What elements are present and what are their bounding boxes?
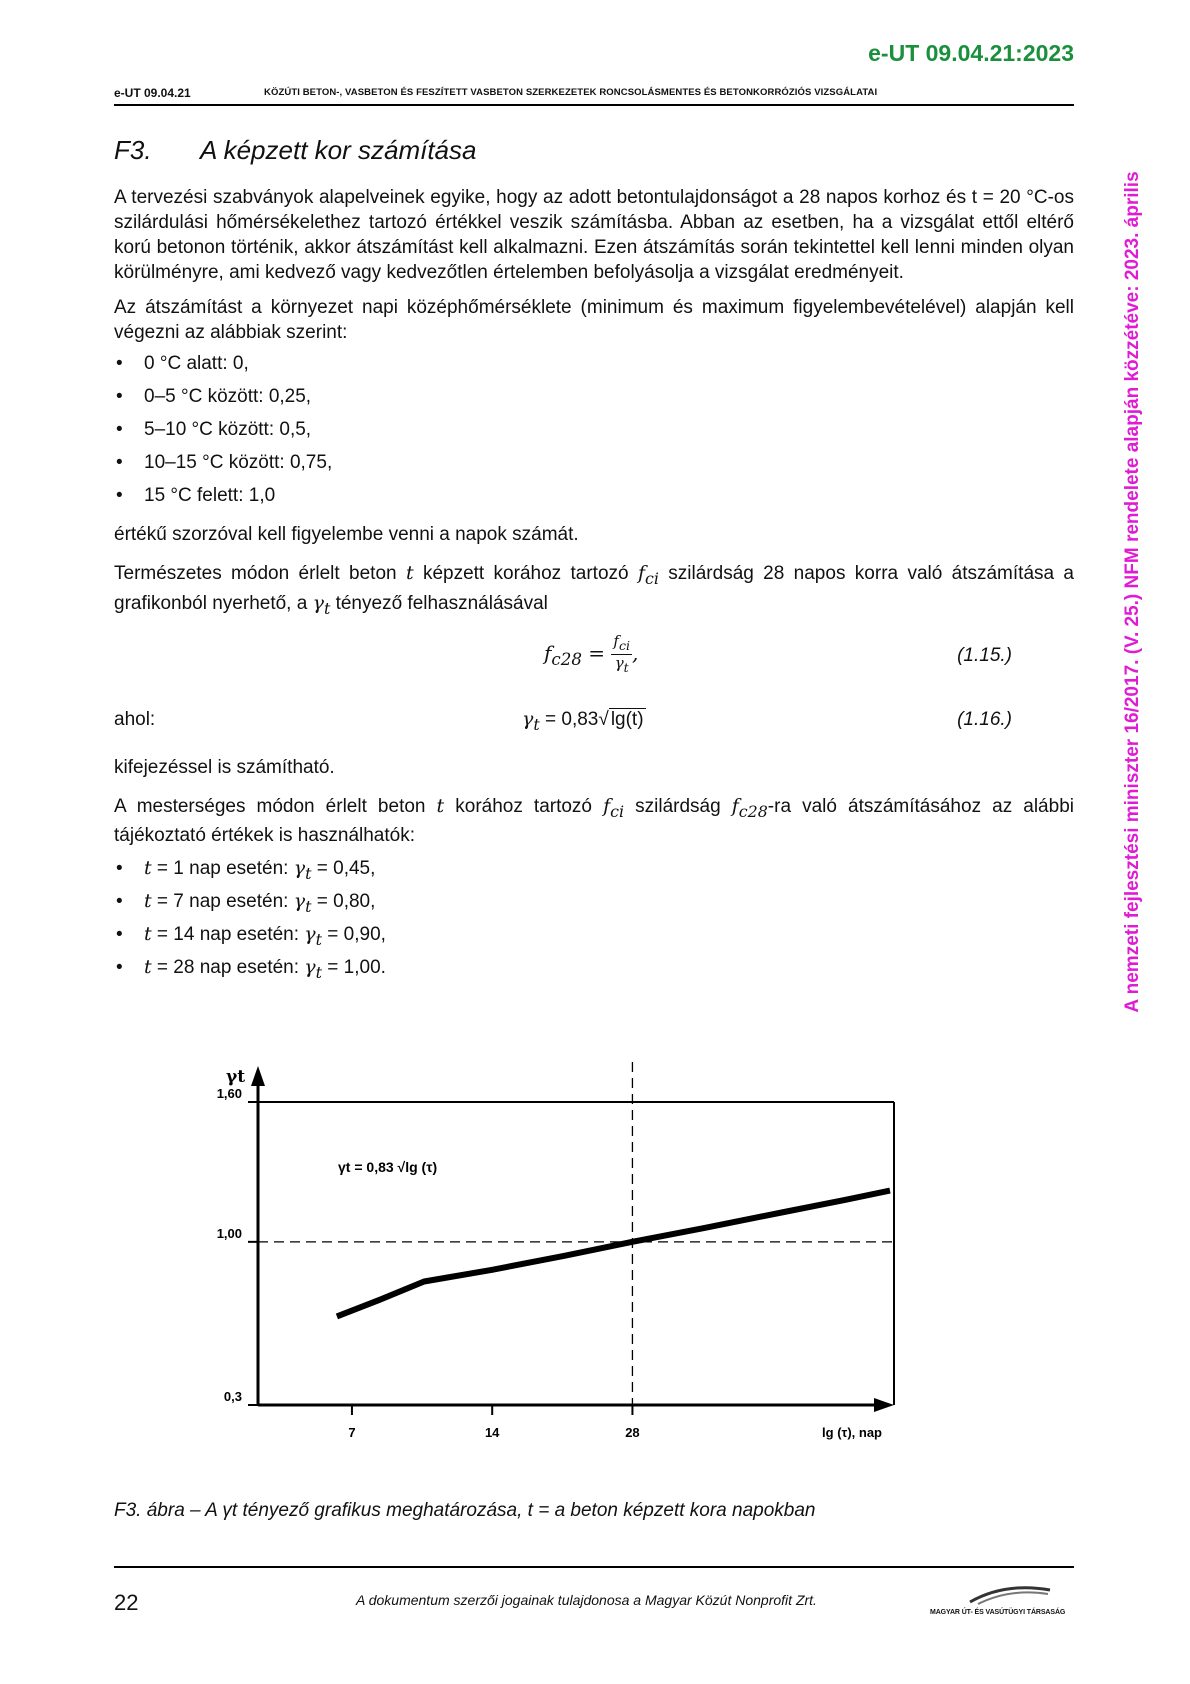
formula-annotation: γt = 0,83 √lg (τ) xyxy=(338,1158,438,1175)
y-axis-label: γt xyxy=(226,1067,246,1087)
x-axis-arrow-icon xyxy=(874,1398,894,1412)
gamma-item-val: = 1,00. xyxy=(322,957,386,979)
gamma-item-gs: t xyxy=(305,897,312,917)
equation-gamma xyxy=(522,707,646,737)
running-header-left: e-UT 09.04.21 xyxy=(114,86,191,100)
gamma-item-t: t xyxy=(144,956,152,979)
gamma-list-item xyxy=(114,852,1074,885)
temperature-list-item: • 10–15 °C között: 0,75, xyxy=(114,446,1074,479)
gamma-item-val: = 0,80, xyxy=(311,891,376,913)
eq-fraction xyxy=(611,633,632,676)
running-header xyxy=(114,86,1074,106)
y-tick-label: 1,00 xyxy=(216,1225,242,1241)
side-publication-note: A nemzeti fejlesztési miniszter 16/2017. (V. 25.) NFM rendelete alapján közzétéve: 2023. április xyxy=(1122,171,1143,1013)
math-f: f xyxy=(731,794,739,817)
gamma-list-item xyxy=(114,885,1074,918)
eq-den-sub: t xyxy=(623,659,629,675)
gamma-chart-svg xyxy=(210,1060,990,1480)
gamma-chart xyxy=(210,1060,990,1480)
gamma-item-t: t xyxy=(144,890,152,913)
sqrt-sign: √ xyxy=(598,708,609,730)
main-content xyxy=(114,135,1075,994)
logo-text: MAGYAR ÚT- ÉS VASÚTÜGYI TÁRSASÁG xyxy=(930,1609,1066,1616)
gamma-item-gs: t xyxy=(315,930,323,950)
series-line-0 xyxy=(337,1191,890,1317)
gamma-item-g: γ xyxy=(293,890,306,913)
eq-radicand: lg(t) xyxy=(610,708,644,730)
eq-equals: = xyxy=(581,640,612,665)
equation-number-1-16: (1.16.) xyxy=(957,708,1012,730)
eq-num: f xyxy=(613,631,619,650)
math-sub: t xyxy=(323,598,331,618)
eq-tail: , xyxy=(631,640,639,665)
paragraph-intro: A tervezési szabványok alapelveinek egyike, hogy az adott betontulajdonságot a 28 napos korhoz és t = 20 °C-os szilárdulási hőmérsékelethez tartozó értékkel veszik számításba. Abban az esetben, ha a vizsgálat ettől eltérő korú betonon történik, akkor átszámítást kell alkalmazni. Ezen átszámítás során tekintettel kell lenni minden olyan körülményre, ami kedvező vagy kedvezőtlen értelemben befolyásolja a vizsgálat eredményeit. xyxy=(114,187,1074,283)
eq-lhs: f xyxy=(544,640,552,665)
page-number: 22 xyxy=(114,1590,139,1615)
math-sub: c28 xyxy=(738,801,768,821)
math-t: t xyxy=(405,562,414,584)
paragraph-multiplier: értékű szorzóval kell figyelembe venni a napok számát. xyxy=(114,524,579,545)
gamma-list-item xyxy=(114,951,1074,984)
x-tick-label: 14 xyxy=(484,1425,500,1440)
text-run: A mesterséges módon érlelt beton xyxy=(114,795,437,817)
figure-caption: F3. ábra – A γt tényező grafikus meghatározása, t = a beton képzett kora napokban xyxy=(114,1500,816,1521)
society-logo xyxy=(930,1582,1080,1616)
text-run: Természetes módon érlelt beton xyxy=(114,563,406,584)
running-header-right: KÖZÚTI BETON-, VASBETON ÉS FESZÍTETT VASBETON SZERKEZETEK RONCSOLÁSMENTES ÉS BETONKORRÓZIÓS VIZSGÁLATAI xyxy=(264,87,878,98)
section-title: A képzett kor számítása xyxy=(200,135,477,165)
math-sub: ci xyxy=(645,568,659,588)
temperature-list-item: • 15 °C felett: 1,0 xyxy=(114,479,1074,512)
eq-rhs: = 0,83 xyxy=(539,708,599,730)
text-run: -ra való átszámításához az alábbi tájékoztató értékek is használhatók: xyxy=(114,795,1074,847)
temperature-list-item: • 0 °C alatt: 0, xyxy=(114,347,1074,380)
paragraph-expression: kifejezéssel is számítható. xyxy=(114,756,335,778)
gamma-item-gs: t xyxy=(315,963,323,983)
gamma-item-text: = 1 nap esetén: xyxy=(151,858,294,880)
math-t: t xyxy=(436,794,445,817)
x-axis-label: lg (τ), nap xyxy=(822,1425,882,1440)
eq-gamma-sub: t xyxy=(533,714,540,734)
footer-divider xyxy=(114,1566,1074,1568)
label-ahol: ahol: xyxy=(114,708,156,730)
eq-num-sub: ci xyxy=(618,637,630,653)
temperature-list-item: • 5–10 °C között: 0,5, xyxy=(114,413,1074,446)
equation-fc28 xyxy=(544,633,638,676)
eq-lhs-sub: c28 xyxy=(551,649,582,669)
math-gamma: γ xyxy=(312,591,324,614)
paragraph-conversion: Az átszámítást a környezet napi középhőmérséklete (minimum és maximum figyelembevételével) alapján kell végezni az alábbiak szerint: xyxy=(114,297,1074,343)
eq-gamma: γ xyxy=(522,707,534,730)
copyright-note: A dokumentum szerzői jogainak tulajdonosa a Magyar Közút Nonprofit Zrt. xyxy=(356,1592,817,1608)
y-axis-arrow-icon xyxy=(251,1066,265,1086)
section-heading xyxy=(114,135,1074,165)
x-tick-label: 7 xyxy=(348,1425,356,1440)
equation-number-1-15: (1.15.) xyxy=(957,644,1012,666)
x-tick-label: 28 xyxy=(625,1425,640,1440)
paragraph-natural-curing xyxy=(114,561,1074,621)
y-tick-label: 1,60 xyxy=(216,1086,242,1101)
eq-den: γ xyxy=(614,653,624,672)
gamma-item-t: t xyxy=(144,923,152,946)
gamma-item-gs: t xyxy=(305,864,312,884)
gamma-item-text: = 28 nap esetén: xyxy=(151,957,305,979)
y-tick-label: 0,3 xyxy=(223,1389,242,1404)
temperature-list-item: • 0–5 °C között: 0,25, xyxy=(114,380,1074,413)
temperature-factor-list xyxy=(114,347,1074,512)
gamma-item-val: = 0,45, xyxy=(311,858,376,880)
equation-1-16 xyxy=(114,689,1074,747)
section-number: F3. xyxy=(114,135,152,165)
math-f: f xyxy=(637,562,645,584)
gamma-list-item xyxy=(114,918,1074,951)
gamma-item-text: = 7 nap esetén: xyxy=(151,891,294,913)
text-run: korához tartozó xyxy=(444,795,604,817)
equation-1-15 xyxy=(114,625,1074,689)
text-run: tényező felhasználásával xyxy=(330,592,548,614)
text-run: képzett korához tartozó xyxy=(413,563,638,584)
text-run: szilárdság 28 napos korra való átszámítása a grafikonból nyerhető, a xyxy=(114,563,1075,614)
gamma-item-g: γ xyxy=(304,923,316,946)
math-sub: ci xyxy=(610,801,625,821)
gamma-values-list xyxy=(114,852,1074,984)
gamma-item-g: γ xyxy=(304,956,316,979)
gamma-item-val: = 0,90, xyxy=(322,924,386,946)
gamma-item-g: γ xyxy=(293,857,306,880)
math-f: f xyxy=(603,794,611,817)
gamma-item-t: t xyxy=(144,857,152,880)
text-run: szilárdság xyxy=(624,795,732,817)
paragraph-artificial-curing xyxy=(114,794,1074,849)
logo-swoosh-icon xyxy=(930,1582,1080,1606)
gamma-item-text: = 14 nap esetén: xyxy=(151,924,305,946)
document-id: e-UT 09.04.21:2023 xyxy=(868,40,1074,66)
